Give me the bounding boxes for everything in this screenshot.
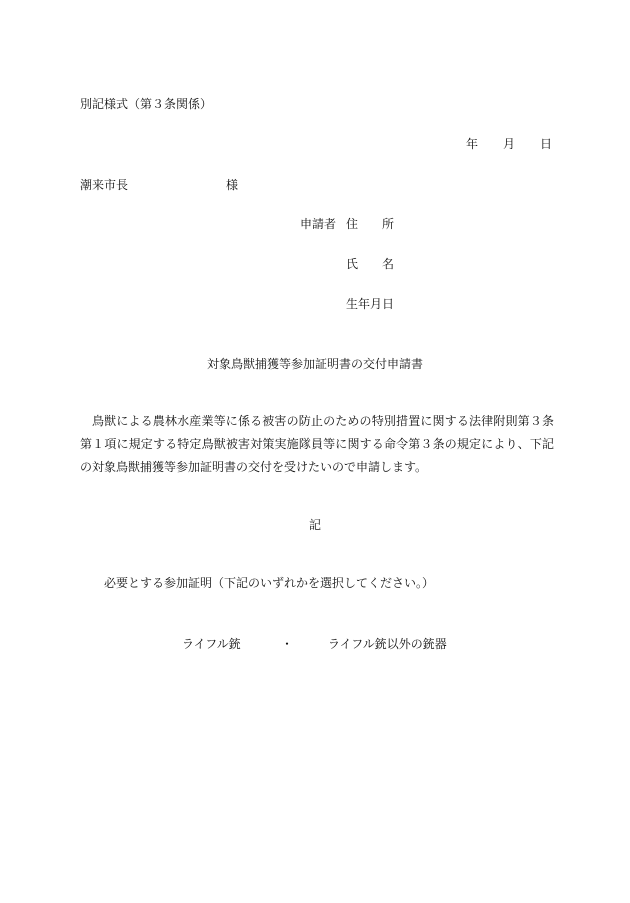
certificate-options xyxy=(0,636,630,652)
applicant-label: 申請者 xyxy=(300,217,337,231)
ki-heading: 記 xyxy=(308,518,321,532)
date-row xyxy=(0,136,630,152)
required-certificate-instruction: 必要とする参加証明（下記のいずれかを選択してください。） xyxy=(104,576,435,590)
date-year-label: 年 xyxy=(466,137,479,151)
name-field-label: 氏 名 xyxy=(346,257,395,271)
option-rifle: ライフル銃 xyxy=(182,637,241,651)
birthdate-field-label: 生年月日 xyxy=(346,297,395,311)
option-separator: ・ xyxy=(281,637,294,651)
document-title: 対象鳥獣捕獲等参加証明書の交付申請書 xyxy=(206,357,423,371)
body-paragraph: 鳥獣による農林水産業等に係る被害の防止のための特別措置に関する法律附則第３条第１項に規定する特定鳥獣被害対策実施隊員等に関する命令第３条の規定により、下記の対象鳥獣捕獲等参加証明書の交付を受けたいので申請します。 xyxy=(80,414,554,474)
form-number: 別記様式（第３条関係） xyxy=(80,97,213,111)
addressee-honorific: 様 xyxy=(226,178,239,192)
address-field-label: 住 所 xyxy=(346,217,395,231)
addressee-name: 潮来市長 xyxy=(80,178,129,192)
date-day-label: 日 xyxy=(540,137,553,151)
date-month-label: 月 xyxy=(503,137,516,151)
option-other-firearms: ライフル銃以外の銃器 xyxy=(328,637,447,651)
